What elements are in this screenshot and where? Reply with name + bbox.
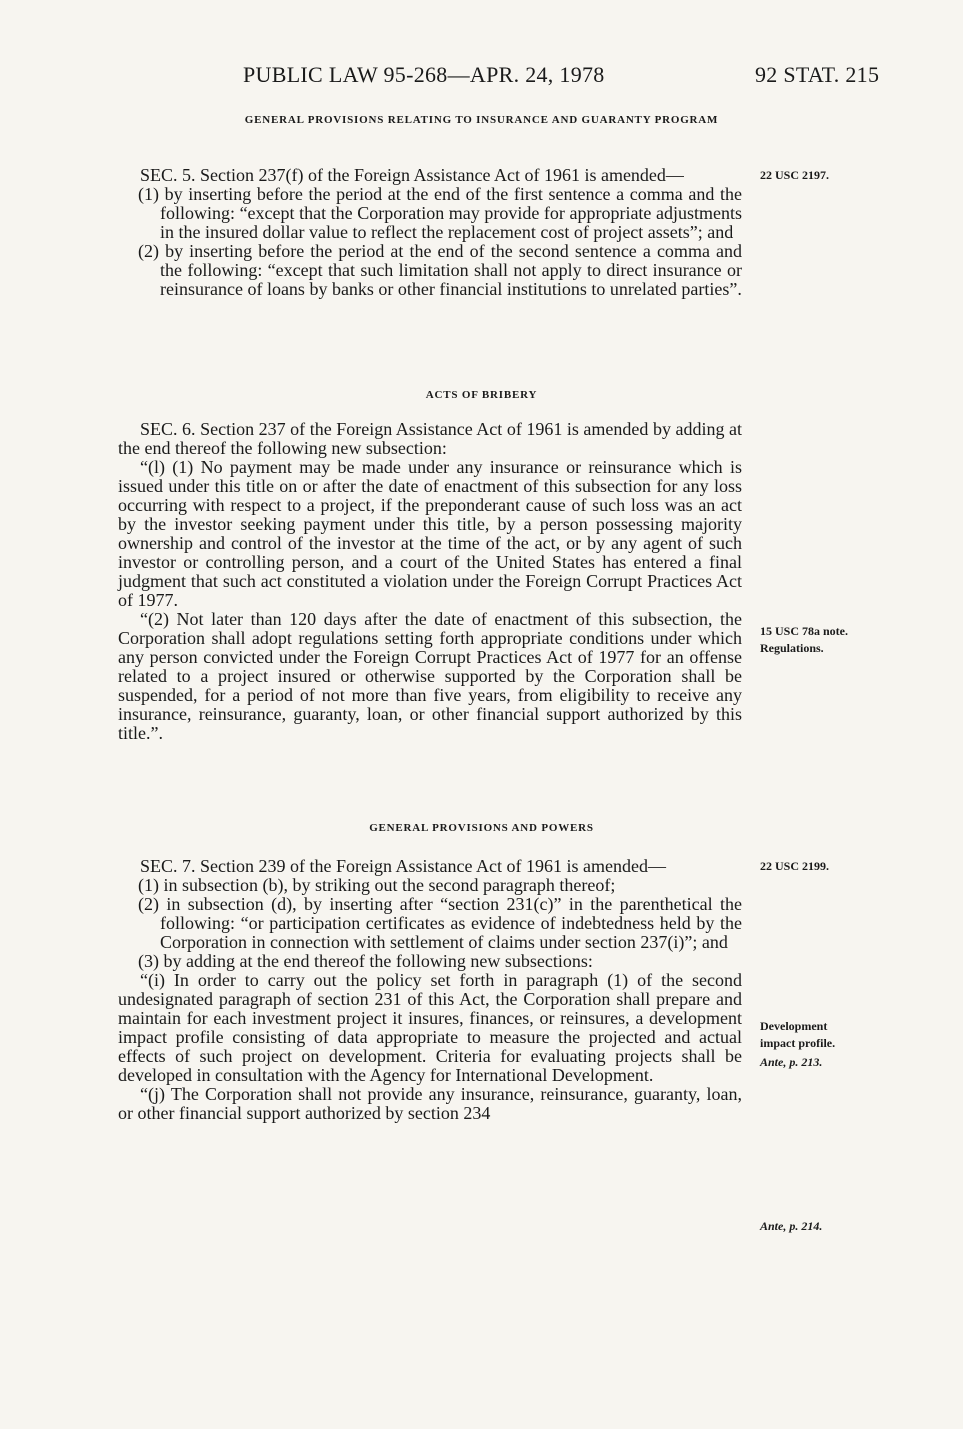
section-5	[118, 166, 742, 299]
sec5-para1: (1) by inserting before the period at the end of the first sentence a comma and the following: “except that the Corporation may provide for appropriate adjustments in the insured dollar value to reflect the replacement cost of project assets”; and	[138, 184, 742, 242]
section-7	[118, 857, 742, 1123]
margin-note-22usc2197: 22 USC 2197.	[760, 168, 830, 182]
running-head: PUBLIC LAW 95-268—APR. 24, 1978	[243, 62, 605, 87]
sec5-intro: SEC. 5. Section 237(f) of the Foreign Assistance Act of 1961 is amended—	[140, 165, 684, 185]
margin-note-development: Development	[760, 1019, 828, 1033]
section-6	[118, 420, 742, 743]
sec7-subsection-i: “(i) In order to carry out the policy set forth in paragraph (1) of the second undesignated paragraph of section 231 of this Act, the Corporation shall prepare and maintain for each investment project it insures, finances, or reinsures, a development impact profile consisting of data appropriate to measure the projected and actual effects of such project on development. Criteria for evaluating projects shall be developed in consultation with the Agency for International Development.	[118, 970, 742, 1085]
sec6-intro: SEC. 6. Section 237 of the Foreign Assistance Act of 1961 is amended by adding at the end thereof the following new subsection:	[118, 419, 742, 458]
margin-note-regulations: Regulations.	[760, 641, 824, 655]
sec7-para3: (3) by adding at the end thereof the following new subsections:	[138, 951, 593, 971]
page-number: 92 STAT. 215	[755, 62, 880, 87]
heading-general-provisions-text: GENERAL PROVISIONS RELATING TO INSURANCE AND GUARANTY PROGRAM	[244, 114, 719, 126]
margin-note-impact-profile: impact profile.	[760, 1036, 836, 1050]
margin-note-15usc78a: 15 USC 78a note.	[760, 624, 849, 638]
margin-note-ante-214: Ante, p. 214.	[760, 1219, 823, 1233]
sec5-para2: (2) by inserting before the period at the end of the second sentence a comma and the following: “except that such limitation shall not apply to direct insurance or reinsurance of loans by banks or other financial institutions to unrelated parties”.	[138, 241, 742, 299]
heading-general-provisions-powers: GENERAL PROVISIONS AND POWERS	[369, 822, 594, 834]
sec7-subsection-j: “(j) The Corporation shall not provide any insurance, reinsurance, guaranty, loan, or other financial support authorized by section 234	[118, 1084, 742, 1123]
heading-acts-of-bribery: ACTS OF BRIBERY	[425, 389, 538, 401]
sec6-para1: “(l) (1) No payment may be made under any insurance or reinsurance which is issued under this title on or after the date of enactment of this subsection for any loss occurring with respect to a project, if the preponderant cause of such loss was an act by the investor seeking payment under this title, by a person possessing majority ownership and control of the investor at the time of the act, or by any agent of such investor or controlling person, and a court of the United States has entered a final judgment that such act constituted a violation under the Foreign Corrupt Practices Act of 1977.	[118, 457, 742, 610]
margin-note-ante-213: Ante, p. 213.	[760, 1055, 823, 1069]
sec6-para2: “(2) Not later than 120 days after the date of enactment of this subsection, the Corporation shall adopt regulations setting forth appropriate conditions under which any person convicted under the Foreign Corrupt Practices Act of 1977 for an offense related to a project insured or otherwise supported by the Corporation shall be suspended, for a period of not more than five years, from eligibility to receive any insurance, reinsurance, guaranty, loan, or other financial support authorized by this title.”.	[118, 609, 742, 743]
sec7-para1: (1) in subsection (b), by striking out the second paragraph thereof;	[138, 875, 616, 895]
margin-note-22usc2199: 22 USC 2199.	[760, 859, 830, 873]
sec7-para2: (2) in subsection (d), by inserting after “section 231(c)” in the parenthetical the following: “or participation certificates as evidence of indebtedness held by the Corporation in connection with settlement of claims under section 237(i)”; and	[138, 894, 742, 952]
heading-general-provisions	[0, 110, 963, 130]
sec7-intro: SEC. 7. Section 239 of the Foreign Assistance Act of 1961 is amended—	[140, 856, 666, 876]
